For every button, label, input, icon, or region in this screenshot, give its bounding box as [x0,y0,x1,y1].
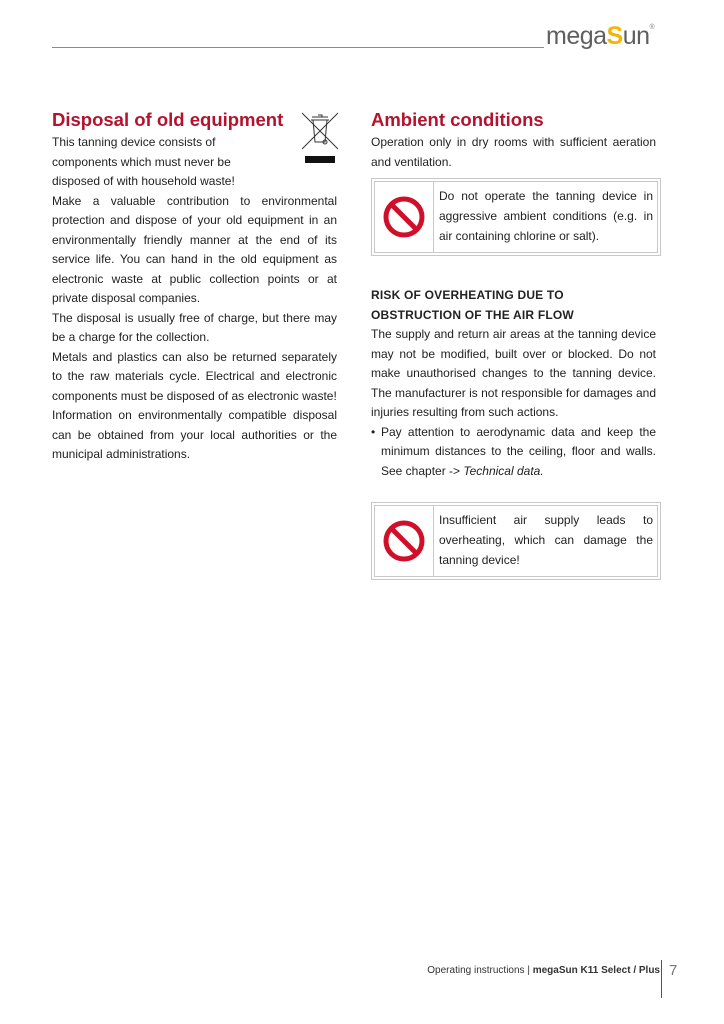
footer-product: megaSun K11 Select / Plus [532,965,660,976]
megasun-logo [546,22,654,51]
overheating-body: The supply and return air areas at the tanning device may not be modified, built over or blocked. Do not make unauthorised changes to the tanning device. The manufacturer is not responsible for damages and injuries resulting from such actions. [371,327,656,419]
page-number: 7 [669,962,678,979]
bullet-item [371,423,656,482]
disposal-paragraph: Metals and plastics can also be returned separately to the raw materials cycle. Electrical and electronic components must be disposed of as electronic waste! [52,349,337,403]
disposal-intro: This tanning device consists of components which must never be disposed of with household waste! [52,135,235,188]
subheading-line: OBSTRUCTION OF THE AIR FLOW [371,307,574,322]
bullet-text: Pay attention to aerodynamic data and keep the minimum distances to the ceiling, floor and walls. See chapter -> [381,424,656,478]
ambient-intro: Operation only in dry rooms with sufficient aeration and ventilation. [371,135,656,169]
prohibition-icon [382,195,426,239]
prohibition-icon [382,519,426,563]
logo-prefix: mega [546,22,607,50]
ambient-section [371,108,656,580]
footer-label: Operating instructions | [427,965,533,976]
footer [427,965,660,976]
warning-box-overheating [371,502,661,580]
warning-box-ambient [371,178,661,256]
disposal-title: Disposal of old equipment [52,109,284,130]
disposal-paragraph: Make a valuable contribution to environmental protection and dispose of your old equipment in an environmentally friendly manner at the end of its service life. You can hand in the old equipment as electronic waste at public collection points or at private disposal companies. [52,193,337,305]
footer-divider [661,960,662,998]
disposal-paragraph: Information on environmentally compatible disposal can be obtained from your local authorities or the municipal administrations. [52,408,337,461]
header-rule [52,47,544,48]
warning-text: Insufficient air supply leads to overheating, which can damage the tanning device! [439,513,653,567]
logo-suffix: un [622,22,650,50]
bullet-list [371,423,656,482]
logo-s: S [606,22,623,50]
disposal-section [52,108,337,465]
overheating-subheading [371,286,656,325]
technical-data-reference[interactable]: Technical data. [463,463,544,478]
disposal-paragraph: The disposal is usually free of charge, but there may be a charge for the collection. [52,310,337,344]
warning-text: Do not operate the tanning device in aggressive ambient conditions (e.g. in air containing chlorine or salt). [439,189,653,243]
logo-registered: ® [649,24,655,31]
subheading-line: RISK OF OVERHEATING DUE TO [371,288,564,302]
weee-crossed-bin-icon [300,111,340,167]
ambient-title: Ambient conditions [371,109,544,130]
